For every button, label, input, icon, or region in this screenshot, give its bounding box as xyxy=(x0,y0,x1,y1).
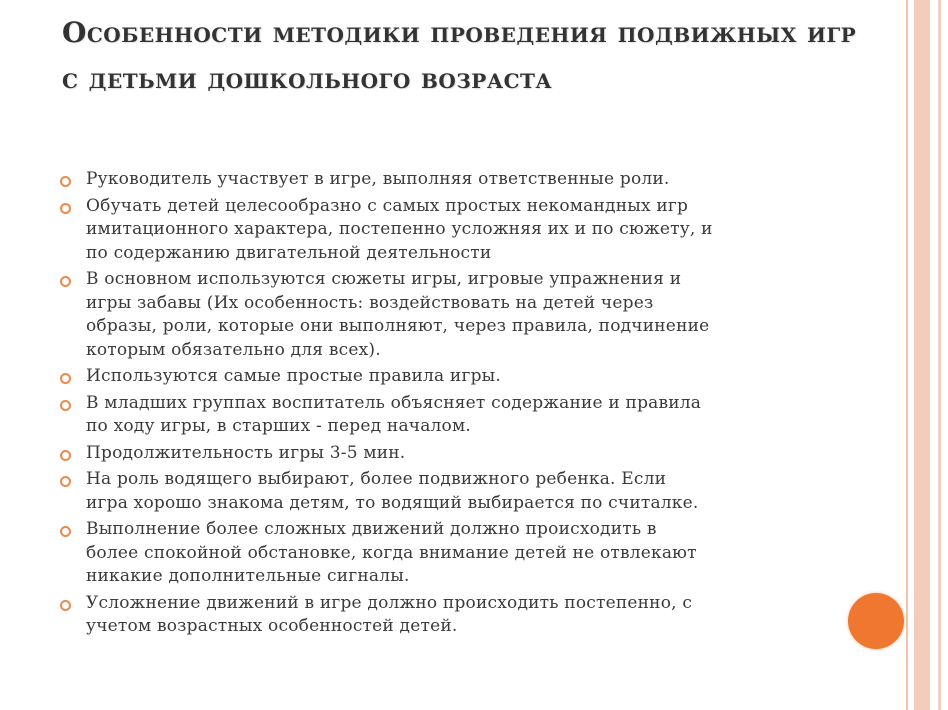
bullet-item xyxy=(60,392,820,439)
bullet-circle-icon xyxy=(60,203,71,214)
bullet-text: Продолжительность игры 3-5 мин. xyxy=(86,442,406,463)
decor-stripe-wide xyxy=(914,0,930,710)
bullet-circle-icon xyxy=(60,526,71,537)
bullet-item xyxy=(60,518,820,589)
bullet-circle-icon xyxy=(60,373,71,384)
decor-stripe-thin-right xyxy=(938,0,941,710)
bullet-list xyxy=(60,168,820,642)
bullet-text: На роль водящего выбирают, более подвижного ребенка. Если игра хорошо знакома детям, то водящий выбирается по считалке. xyxy=(86,469,699,513)
bullet-item xyxy=(60,592,820,639)
slide-title: Особенности методики проведения подвижных игр с детьми дошкольного возраста xyxy=(62,16,857,95)
bullet-item xyxy=(60,468,820,515)
bullet-item xyxy=(60,268,820,362)
bullet-item xyxy=(60,195,820,266)
bullet-circle-icon xyxy=(60,400,71,411)
bullet-circle-icon xyxy=(60,476,71,487)
bullet-text: В младших группах воспитатель объясняет содержание и правила по ходу игры, в старших - перед началом. xyxy=(86,392,702,436)
bullet-circle-icon xyxy=(60,276,71,287)
bullet-text: Используются самые простые правила игры. xyxy=(86,366,501,386)
bullet-item xyxy=(60,168,820,192)
bullet-circle-icon xyxy=(60,176,71,187)
bullet-text: Усложнение движений в игре должно происходить постепенно, с учетом возрастных особенностей детей. xyxy=(86,592,693,636)
bullet-circle-icon xyxy=(60,450,71,461)
bullet-item xyxy=(60,442,820,466)
bullet-text: Выполнение более сложных движений должно происходить в более спокойной обстановке, когда внимание детей не отвлекают никакие дополнительные сигналы. xyxy=(86,519,697,586)
bullet-item xyxy=(60,365,820,389)
bullet-text: Обучать детей целесообразно с самых простых некомандных игр имитационного характера, постепенно усложняя их и по сюжету, и по содержанию двигательной деятельности xyxy=(86,195,713,263)
decor-circle xyxy=(848,593,904,649)
bullet-circle-icon xyxy=(60,600,71,611)
decor-stripe-thin-left xyxy=(906,0,908,710)
bullet-text: В основном используются сюжеты игры, игровые упражнения и игры забавы (Их особенность: воздействовать на детей через образы, роли, которые они выполняют, через правила, подчинение которым обязательно для всех). xyxy=(86,269,710,360)
bullet-text: Руководитель участвует в игре, выполняя ответственные роли. xyxy=(86,169,670,189)
